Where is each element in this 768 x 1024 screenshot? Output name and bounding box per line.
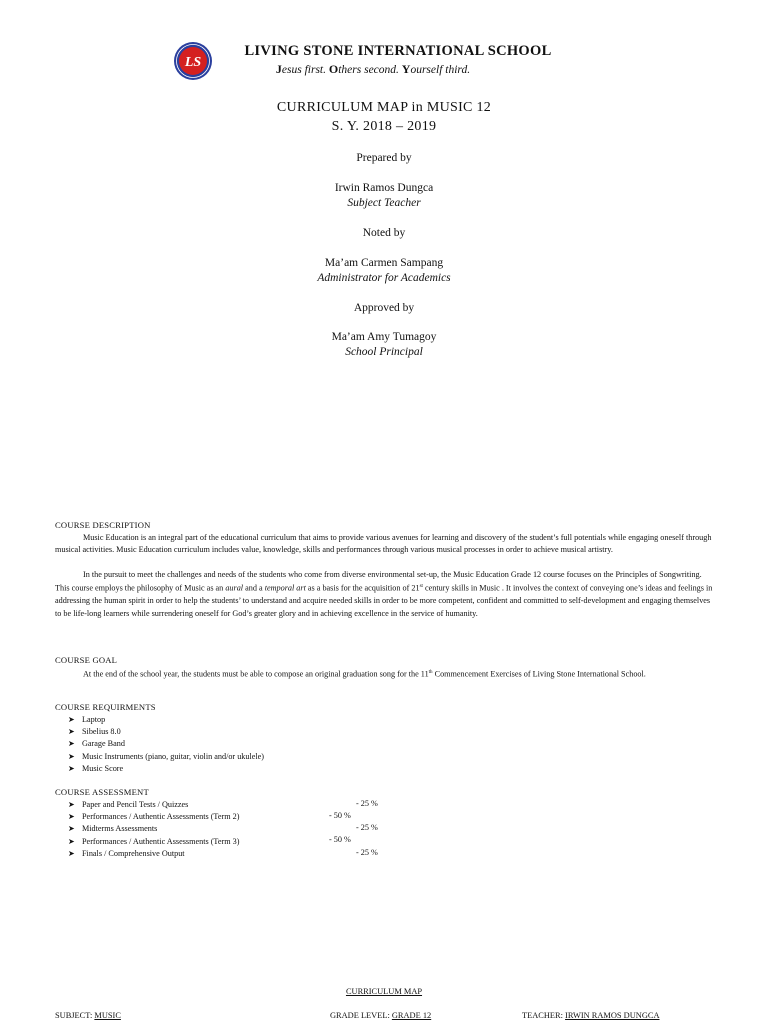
list-item: ➤ Sibelius 8.0	[68, 726, 264, 738]
list-item: ➤ Finals / Comprehensive Output	[68, 848, 239, 860]
arrow-bullet-icon: ➤	[68, 836, 75, 846]
arrow-bullet-icon: ➤	[68, 848, 75, 858]
subject-field: SUBJECT: MUSIC	[55, 1011, 121, 1020]
approved-label: Approved by	[353, 302, 415, 314]
school-year: S. Y. 2018 – 2019	[331, 119, 437, 134]
school-name: LIVING STONE INTERNATIONAL SCHOOL	[244, 43, 552, 59]
noted-name: Ma’am Carmen Sampang	[324, 257, 444, 269]
noted-label: Noted by	[362, 227, 406, 239]
prepared-label: Prepared by	[356, 152, 412, 164]
arrow-bullet-icon: ➤	[68, 715, 75, 724]
arrow-bullet-icon: ➤	[68, 763, 75, 773]
list-item: ➤ Paper and Pencil Tests / Quizzes	[68, 799, 239, 811]
course-description-section	[55, 532, 715, 620]
approved-role: School Principal	[345, 346, 423, 358]
grade-level-field: GRADE LEVEL: GRADE 12	[330, 1011, 432, 1020]
school-motto: Jesus first. Others second. Yourself third.	[275, 62, 471, 76]
assessment-percent: - 25 %	[356, 799, 378, 808]
assessment-percent: - 25 %	[356, 848, 378, 857]
course-requirements-heading: COURSE REQUIRMENTS	[55, 702, 156, 712]
noted-role: Administrator for Academics	[317, 272, 451, 284]
logo-text: LS	[184, 55, 202, 70]
curriculum-map-title: CURRICULUM MAP	[345, 987, 423, 996]
teacher-field: TEACHER: IRWIN RAMOS DUNGCA	[522, 1011, 660, 1020]
course-goal-heading: COURSE GOAL	[55, 655, 118, 665]
list-item: ➤ Laptop	[68, 714, 264, 726]
prepared-name: Irwin Ramos Dungca	[334, 182, 434, 194]
arrow-bullet-icon: ➤	[68, 727, 75, 737]
list-item: ➤ Midterms Assessments	[68, 823, 239, 835]
course-goal-text: At the end of the school year, the students must be able to compose an original graduation song for the 11th Commencement Exercises of Living Stone International School.	[83, 669, 646, 679]
course-description-heading: COURSE DESCRIPTION	[55, 520, 151, 530]
arrow-bullet-icon: ➤	[68, 800, 75, 809]
document-title: CURRICULUM MAP in MUSIC 12	[276, 100, 492, 115]
list-item: ➤ Performances / Authentic Assessments (Term 2)	[68, 811, 239, 823]
arrow-bullet-icon: ➤	[68, 812, 75, 822]
course-goal-section	[55, 667, 715, 681]
list-item: ➤ Music Score	[68, 763, 264, 775]
assessment-percent: - 50 %	[329, 811, 351, 820]
list-item: ➤ Music Instruments (piano, guitar, violin and/or ukulele)	[68, 751, 264, 763]
course-requirements-list	[68, 714, 264, 775]
prepared-role: Subject Teacher	[347, 197, 421, 209]
assessment-percent: - 50 %	[329, 835, 351, 844]
course-assessment-heading: COURSE ASSESSMENT	[55, 787, 149, 797]
arrow-bullet-icon: ➤	[68, 824, 75, 834]
course-description-paragraph: Music Education is an integral part of the educational curriculum that aims to provide various avenues for learning and discovery of the student’s full potentials while engaging oneself through musical activities. Music Education curriculum includes value, knowledge, skills and performances through various musical processes in order to achieve musical artistry.	[55, 533, 712, 555]
course-assessment-list	[68, 799, 239, 860]
arrow-bullet-icon: ➤	[68, 739, 75, 749]
course-description-paragraph-2: In the pursuit to meet the challenges and needs of the students who come from diverse environmental set-up, the Music Education Grade 12 course focuses on the Principles of Songwriting. This course employs the philosophy of Music as an aural and a temporal art as a basis for the acquisition of 21st century skills in Music . It involves the context of conveying one’s ideas and feelings in addressing the human spirit in order to help the students’ to understand and acquire needed skills in order to be more competent, confident and committed to self-development and engaging themselves to be life-long learners while surrendering oneself for God’s greater glory and in achieving excellence in the service of humanity.	[55, 569, 713, 618]
arrow-bullet-icon: ➤	[68, 751, 75, 761]
list-item: ➤ Garage Band	[68, 738, 264, 750]
approved-name: Ma’am Amy Tumagoy	[331, 331, 437, 343]
assessment-percent: - 25 %	[356, 823, 378, 832]
list-item: ➤ Performances / Authentic Assessments (Term 3)	[68, 836, 239, 848]
